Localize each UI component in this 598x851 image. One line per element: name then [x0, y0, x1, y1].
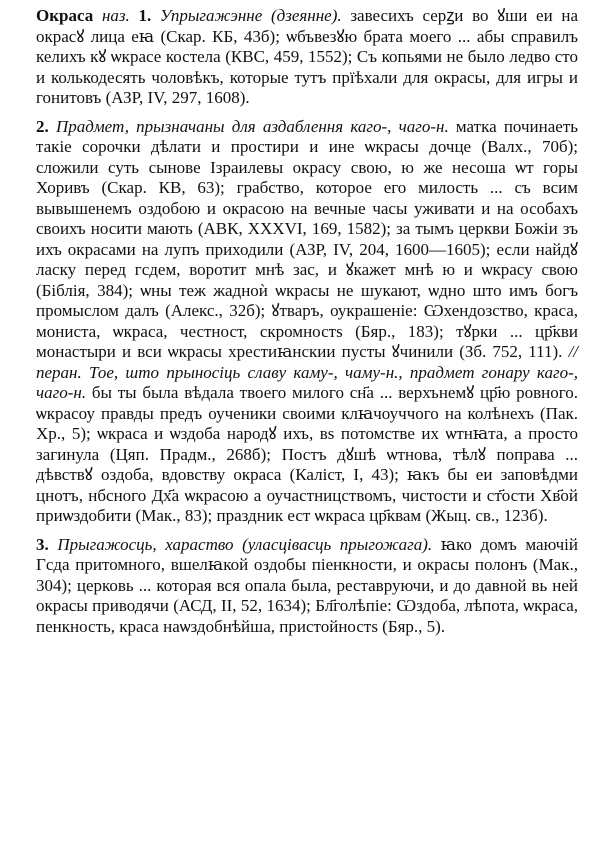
sense-citations: завесихъ серꙁи во ꙋши еи на окрасꙋ лица еꙗ (Скар. КБ, 43б); ѡбъвезꙋю брата моего ... абы справилъ келихъ кꙋ ѡкрасе костела (КВС, 459, 1552); Съ копьями не было ледво сто и колькодесять чоловѣкъ, которые тутъ прїѣхали для окрасы, для игры и гонитовъ (АЗР, IV, 297, 1608). — [36, 6, 579, 107]
sense-definition: Прыгажосць, хараство (уласцівасць прыгожага). — [57, 534, 433, 554]
sense-number: 1. — [138, 6, 152, 25]
headword: Окраса — [36, 6, 94, 25]
sense-definition: Прадмет, прызначаны для аздаблення каго-, чаго-н. — [55, 116, 449, 136]
sense-citations: матка починаеть такiе сорочки дѣлати и простири и ине ѡкрасы дочце (Валх., 70б); сложили суть сынове Ізраилевы окрасу свою, ю же несоша ѡт горы Хоривъ (Скар. КВ, 63); грабство, которое его милость ... съ всим вывышенемъ оздобою и окрасою на вечные часы уживати и на особахъ своихъ носити мають (АВК, XXXVI, 169, 1582); за тымъ церкви Божiи зъ ихъ окрасами на лупъ приходили (АЗР, IV, 204, 1600—1605); если найдꙋ ласку перед гсдем, воротит мнѣ зас, и ꙋкажет мнѣ ю и ѡкрасу свою (Бiблiя, 384); ѡны теж жадноѝ ѡкрасы не шукают, ѡдно што имъ богъ промыслом далъ (Алекс., 32б); ꙋтваръ, оукрашенiе: Ѡхендозство, краса, мониста, ѡкраса, честност, скромностѕ (Бяр., 183); тꙋрки ... цр҃кви монастыри и вси ѡкрасы хрестиꙗнскии пусты ꙋчинили (Зб. 752, 111). — [36, 116, 579, 361]
subsense-definition: перан. Тое, што прыносіць славу каму-, чаму-н., прадмет гонару каго-, чаго-н. — [36, 362, 578, 402]
subsense-citations: бы ты была вѣдала твоего милого сн҃а ... верхънемꙋ цр҃ю ровного. ѡкрасоу правды предъ оученики своими клꙗчоуччого на колѣнехъ (Пак. Хр., 5); ѡкраса и ѡздоба народꙋ ихъ, вѕ потомстве их ѡтнꙗта, а просто загинула (Цяп. Прадм., 268б); Постъ дꙋшѣ ѡтнова, тѣлꙋ поправа ... дѣвствꙋ оздоба, вдовству окраса (Каліст, I, 43); ꙗкъ бы еи заповѣдми цнотъ, нбсного Дх҃а ѡкрасою а оучастницствомъ, чистости и ст҃ости Хв҃ой приѡздобити (Мак., 83); праздник ест ѡкраса цр҃квам (Жыц. св., 123б). — [36, 383, 578, 525]
sense-number: 3. — [36, 534, 49, 554]
subsense-marker: // — [568, 342, 579, 361]
sense-number: 2. — [36, 116, 49, 136]
sense-1-paragraph — [36, 6, 578, 109]
sense-3-paragraph — [36, 535, 578, 638]
part-of-speech: наз. — [101, 6, 130, 25]
sense-citations: ꙗко домъ маючiй Гсда притомного, вшелꙗкой оздобы пiенкности, и окрасы полонъ (Мак., 304); церковь ... которая вся опала была, реставруючи, и до давной вь ней окрасы приводячи (АСД, II, 52, 1634); Бл҃голѣпiе: Ѡздоба, лѣпота, ѡкраса, пенкность, краса наѡздобнѣйша, пристойностѕ (Бяр., 5). — [36, 534, 579, 636]
sense-definition: Упрыгажэнне (дзеянне). — [159, 6, 342, 25]
sense-2-paragraph — [36, 117, 578, 527]
